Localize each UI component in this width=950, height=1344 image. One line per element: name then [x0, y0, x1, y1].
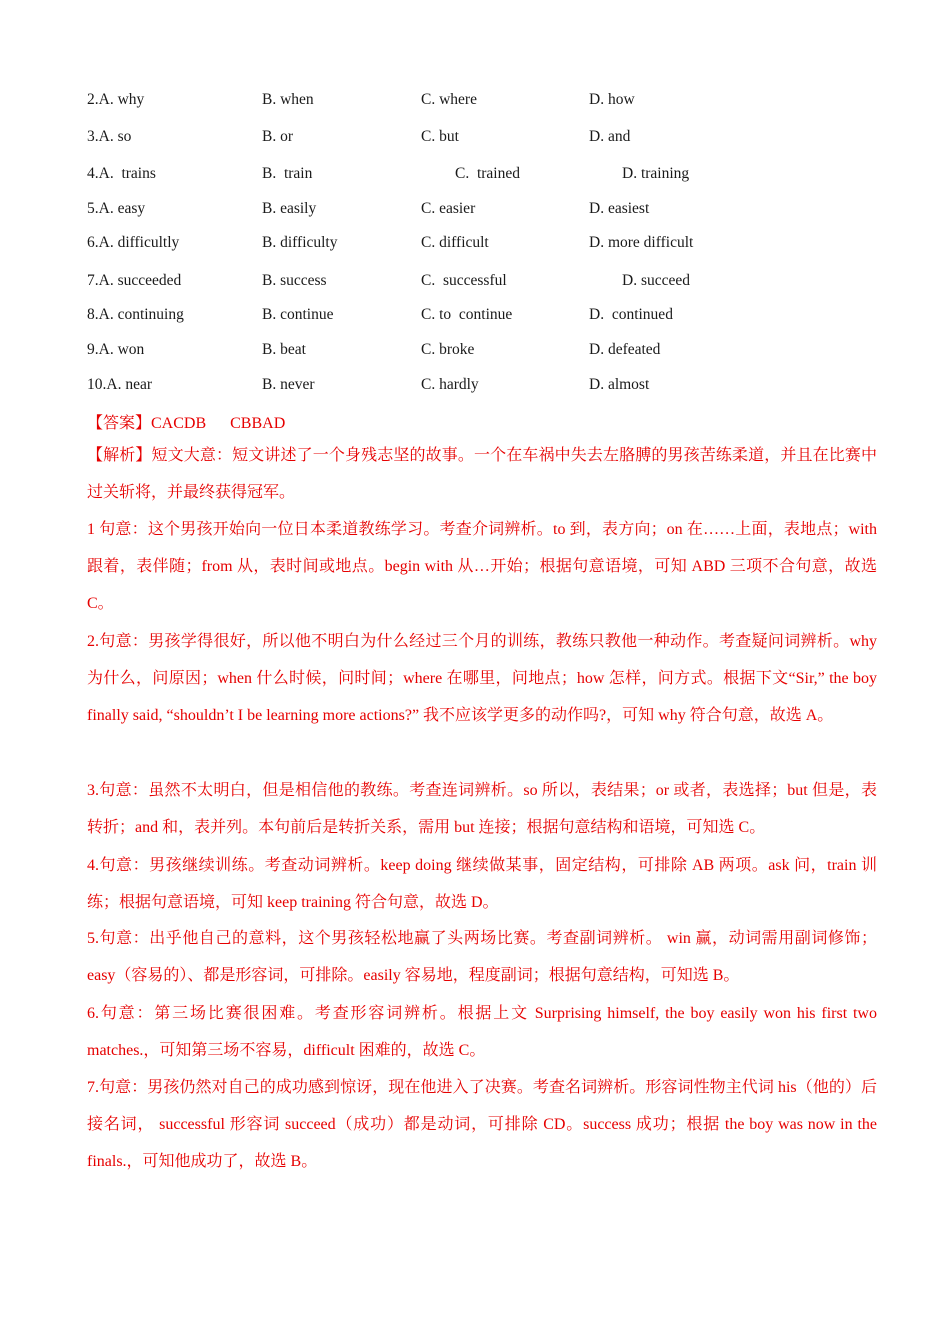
option-c: C. but [421, 128, 459, 145]
option-c: C. to continue [421, 306, 513, 323]
option-d: D. continued [589, 306, 673, 323]
option-b: B. beat [262, 341, 306, 358]
option-row-8 [0, 306, 950, 328]
analysis-item-7: 7.句意：男孩仍然对自己的成功感到惊讶，现在他进入了决赛。考查名词辨析。形容词性物主代词 his（他的）后接名词， successful 形容词 succeed（成功）都是动词，可排除 CD。success 成功；根据 the boy was now in the finals.，可知他成功了，故选 B。 [87, 1079, 877, 1171]
option-c: C. easier [421, 200, 476, 217]
option-row-9 [0, 341, 950, 363]
option-row-2 [0, 91, 950, 113]
option-d: D. training [622, 165, 690, 182]
option-b: B. when [262, 91, 314, 108]
analysis-item-5: 5.句意：出乎他自己的意料，这个男孩轻松地赢了头两场比赛。考查副词辨析。 win 赢，动词需用副词修饰；easy（容易的）、都是形容词，可排除。easily 容易地，程度副词；根据句意结构，可知选 B。 [87, 930, 877, 985]
option-row-6 [0, 234, 950, 256]
option-a: 9.A. won [87, 341, 145, 358]
option-row-5 [0, 200, 950, 222]
option-a: 10.A. near [87, 376, 152, 393]
option-a: 6.A. difficultly [87, 234, 180, 251]
option-a: 2.A. why [87, 91, 145, 108]
option-d: D. almost [589, 376, 650, 393]
option-c: C. difficult [421, 234, 489, 251]
option-row-10 [0, 376, 950, 398]
option-b: B. difficulty [262, 234, 338, 251]
option-d: D. succeed [622, 272, 690, 289]
option-a: 8.A. continuing [87, 306, 184, 323]
option-b: B. continue [262, 306, 334, 323]
option-c: C. where [421, 91, 477, 108]
option-row-4 [0, 165, 950, 187]
option-d: D. and [589, 128, 631, 145]
analysis-item-4: 4.句意：男孩继续训练。考查动词辨析。keep doing 继续做某事，固定结构，可排除 AB 两项。ask 问，train 训练；根据句意语境，可知 keep training 符合句意，故选 D。 [87, 857, 877, 912]
option-b: B. train [262, 165, 313, 182]
option-a: 5.A. easy [87, 200, 146, 217]
option-c: C. trained [455, 165, 520, 182]
option-c: C. broke [421, 341, 475, 358]
option-a: 4.A. trains [87, 165, 156, 182]
option-a: 7.A. succeeded [87, 272, 182, 289]
analysis-item-1: 1 句意：这个男孩开始向一位日本柔道教练学习。考查介词辨析。to 到，表方向；on 在……上面，表地点；with 跟着，表伴随；from 从，表时间或地点。begin with 从…开始；根据句意语境，可知 ABD 三项不合句意，故选 C。 [87, 521, 877, 613]
option-a: 3.A. so [87, 128, 132, 145]
option-d: D. how [589, 91, 635, 108]
option-b: B. easily [262, 200, 317, 217]
analysis-item-6: 6.句意：第三场比赛很困难。考查形容词辨析。根据上文 Surprising himself, the boy easily won his first two matches.，可知第三场不容易，difficult 困难的，故选 C。 [87, 1005, 877, 1060]
analysis-item-2: 2.句意：男孩学得很好，所以他不明白为什么经过三个月的训练，教练只教他一种动作。考查疑问词辨析。why 为什么，问原因；when 什么时候，问时间；where 在哪里，问地点；how 怎样，问方式。根据下文“Sir,” the boy finally said, “shouldn’t I be learning more actions?” 我不应该学更多的动作吗?，可知 why 符合句意，故选 A。 [87, 633, 877, 725]
option-row-3 [0, 128, 950, 150]
option-d: D. defeated [589, 341, 661, 358]
analysis-summary: 【解析】短文大意：短文讲述了一个身残志坚的故事。一个在车祸中失去左胳膊的男孩苦练柔道，并且在比赛中过关斩将，并最终获得冠军。 [87, 447, 877, 502]
option-d: D. easiest [589, 200, 650, 217]
option-row-7 [0, 272, 950, 294]
option-c: C. hardly [421, 376, 479, 393]
option-c: C. successful [421, 272, 507, 289]
option-b: B. success [262, 272, 327, 289]
option-b: B. or [262, 128, 293, 145]
option-d: D. more difficult [589, 234, 694, 251]
option-b: B. never [262, 376, 315, 393]
answer-key: 【答案】CACDB CBBAD [87, 415, 286, 432]
analysis-item-3: 3.句意：虽然不太明白，但是相信他的教练。考查连词辨析。so 所以，表结果；or 或者，表选择；but 但是，表转折；and 和，表并列。本句前后是转折关系，需用 but 连接；根据句意结构和语境，可知选 C。 [87, 782, 877, 837]
